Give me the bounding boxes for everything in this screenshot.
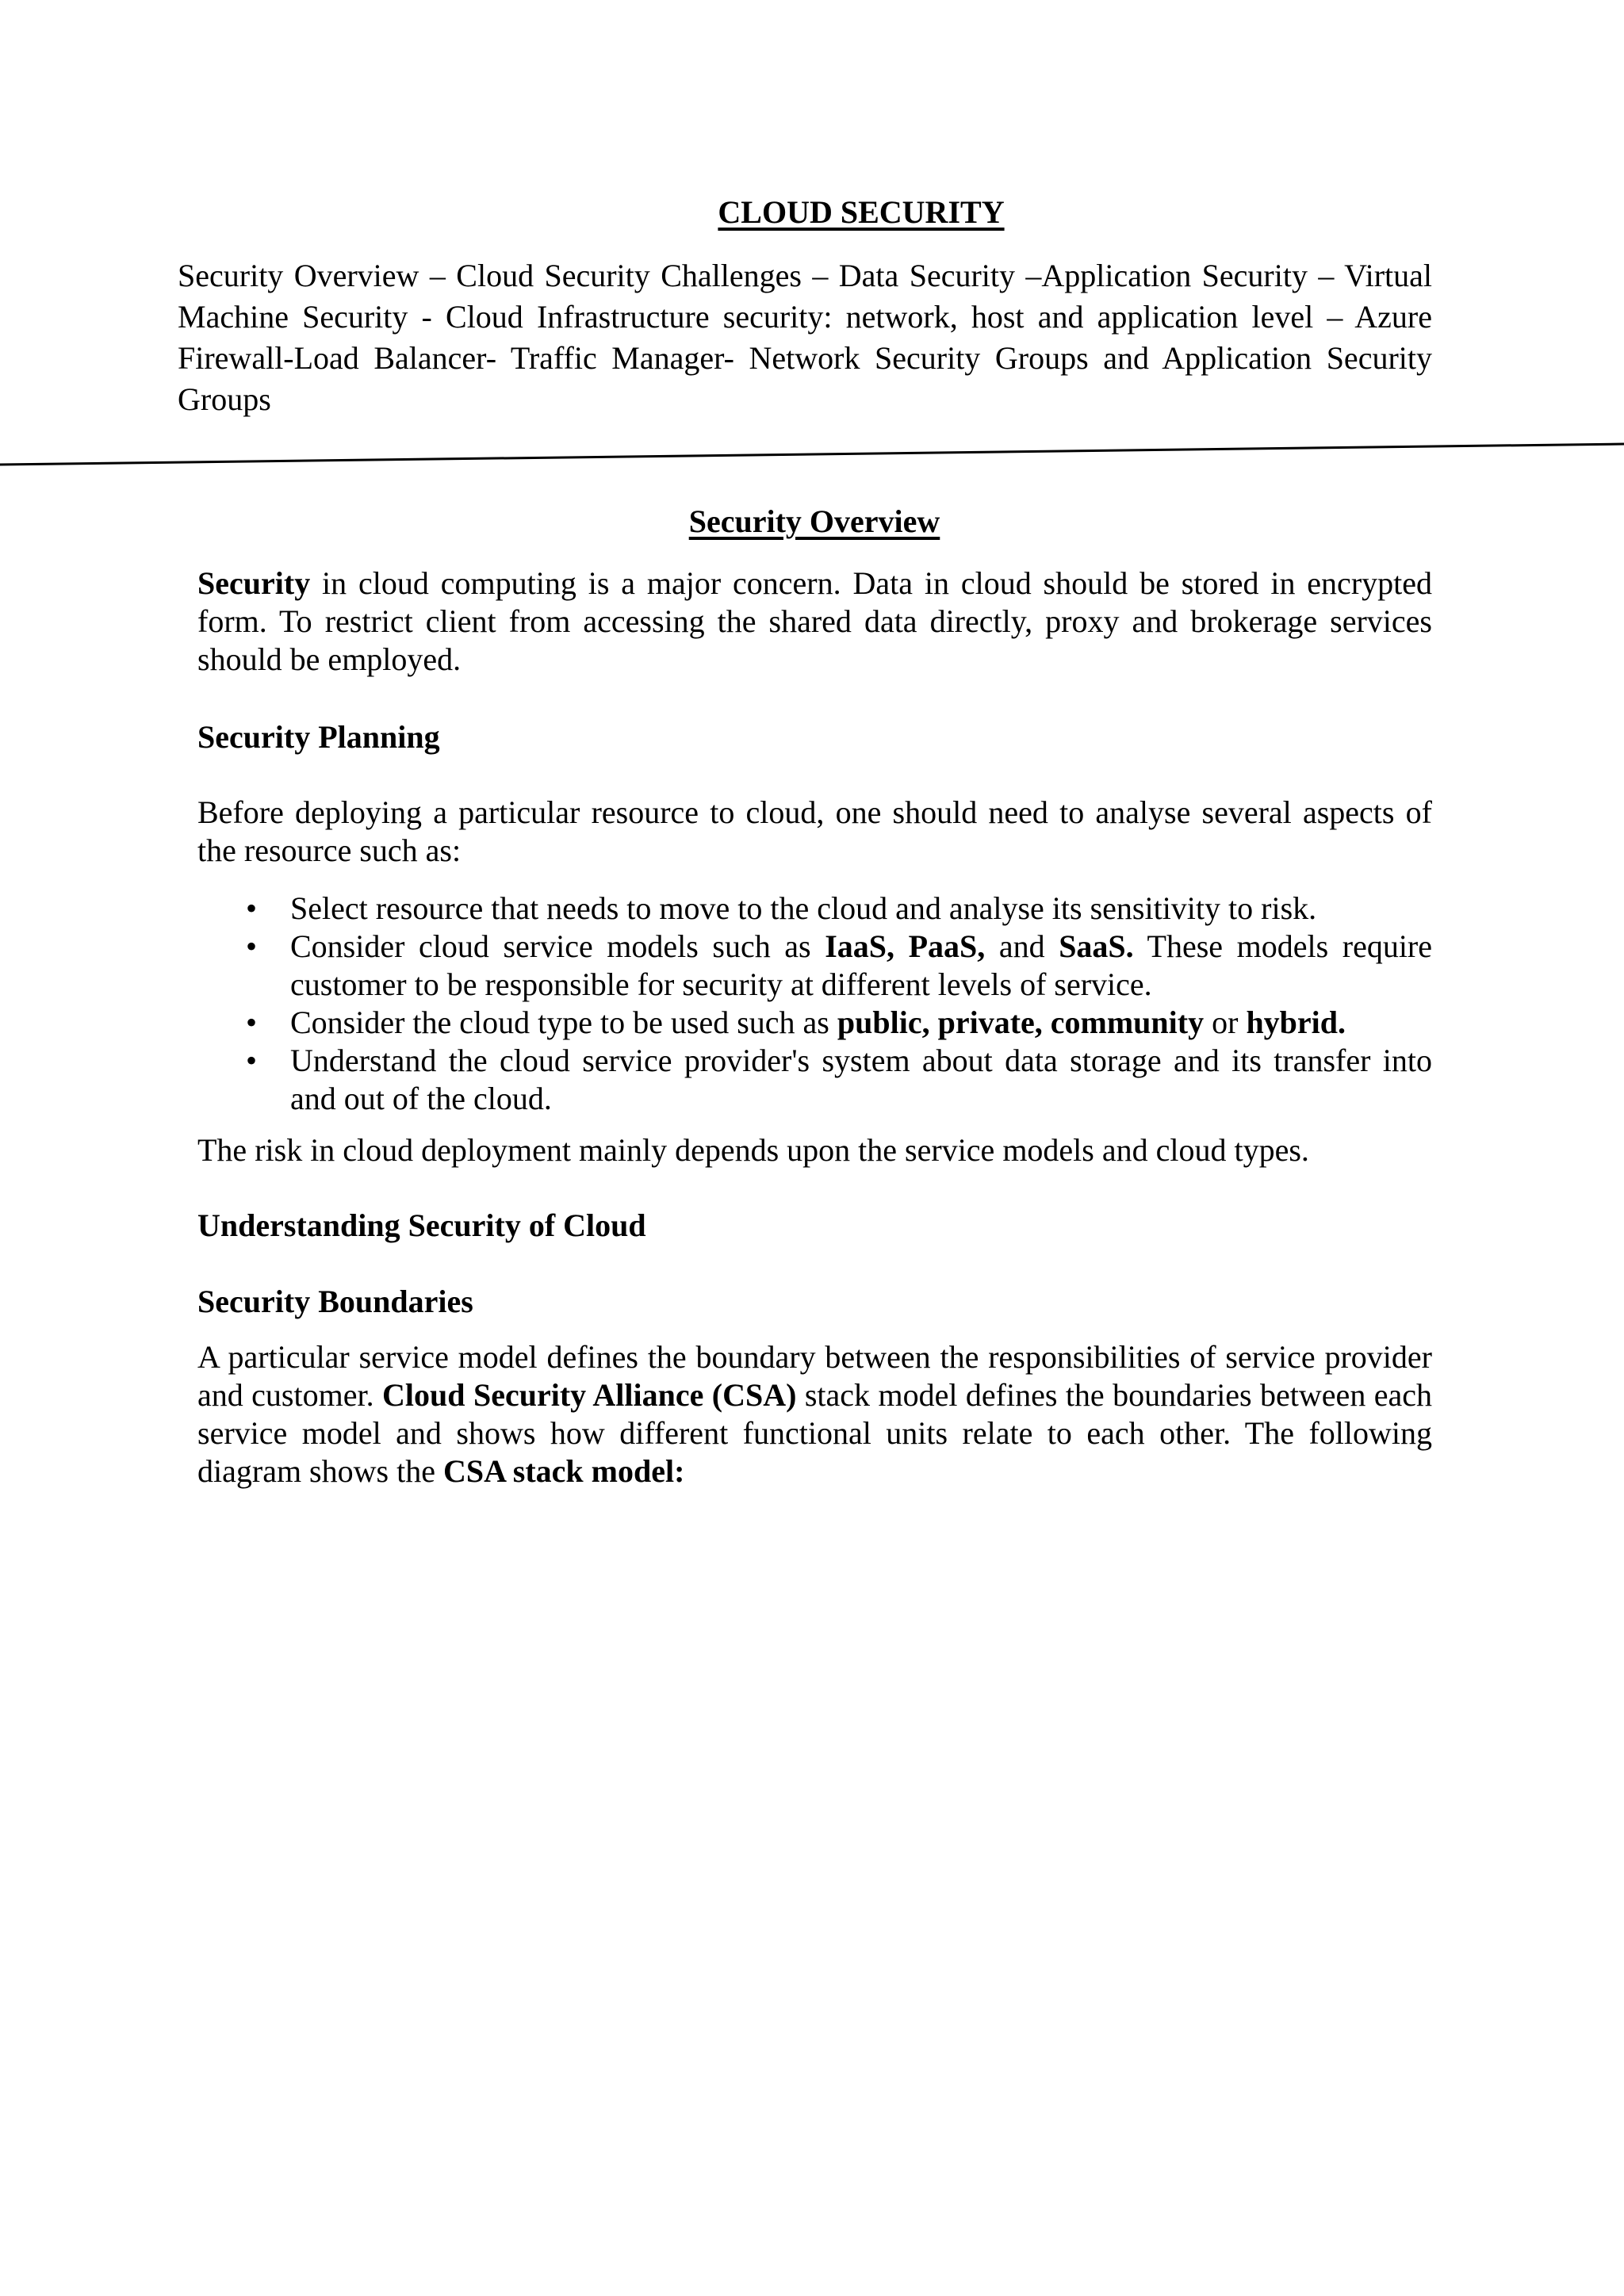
section-title-security-overview: Security Overview bbox=[688, 503, 940, 539]
bullet-text: Select resource that needs to move to the cloud and analyse its sensitivity to risk. bbox=[290, 890, 1317, 926]
boundaries-bold-term: CSA stack model: bbox=[442, 1453, 685, 1489]
bullet-text: Consider cloud service models such as bbox=[290, 928, 825, 964]
bullet-icon: • bbox=[245, 890, 257, 926]
boundaries-text: A particular service model defines the boundary between the responsibilities of service provider and customer. bbox=[197, 1339, 1432, 1413]
heading-understanding-security: Understanding Security of Cloud bbox=[197, 1207, 646, 1243]
bullet-text: Understand the cloud service provider's system about data storage and its transfer into and out of the cloud. bbox=[290, 1043, 1432, 1116]
bullet-text: These models require customer to be responsible for security at different levels of service. bbox=[290, 928, 1433, 1002]
bullet-text: and bbox=[985, 928, 1059, 964]
list-item bbox=[197, 1042, 1432, 1118]
bullet-bold-term: SaaS. bbox=[1059, 928, 1134, 964]
bullet-bold-term: hybrid. bbox=[1246, 1004, 1346, 1040]
bullet-icon: • bbox=[245, 928, 257, 964]
overview-bold-term: Security bbox=[197, 565, 311, 601]
overview-text: in cloud computing is a major concern. Data in cloud should be stored in encrypted form. To restrict client from accessing the shared data directly, proxy and brokerage services should be employed. bbox=[197, 565, 1432, 677]
bullet-bold-term: IaaS, PaaS, bbox=[825, 928, 986, 964]
bullet-icon: • bbox=[245, 1004, 257, 1040]
document-title: CLOUD SECURITY bbox=[718, 194, 1005, 230]
boundaries-paragraph bbox=[197, 1338, 1432, 1490]
heading-security-planning: Security Planning bbox=[197, 719, 440, 755]
bullet-text: Consider the cloud type to be used such as bbox=[290, 1004, 837, 1040]
planning-bullet-list bbox=[197, 890, 1432, 1118]
bullet-text: or bbox=[1204, 1004, 1247, 1040]
list-item bbox=[197, 1004, 1432, 1042]
heading-security-boundaries: Security Boundaries bbox=[197, 1284, 473, 1319]
list-item bbox=[197, 928, 1432, 1004]
syllabus-topics: Security Overview – Cloud Security Challenges – Data Security –Application Security – Virtual Machine Security - Cloud Infrastructure security: network, host and application level – Azure Firewall-Load Balancer- Traffic Manager- Network Security Groups and Application Security Groups bbox=[178, 258, 1432, 417]
boundaries-bold-term: Cloud Security Alliance (CSA) bbox=[382, 1377, 797, 1413]
horizontal-divider bbox=[0, 0, 1624, 476]
bullet-icon: • bbox=[245, 1043, 257, 1078]
list-item bbox=[197, 890, 1432, 928]
bullet-bold-term: public, private, community bbox=[837, 1004, 1205, 1040]
overview-paragraph bbox=[197, 564, 1432, 679]
planning-intro: Before deploying a particular resource to cloud, one should need to analyse several aspects of the resource such as: bbox=[197, 794, 1432, 868]
planning-conclusion: The risk in cloud deployment mainly depends upon the service models and cloud types. bbox=[197, 1132, 1309, 1168]
boundaries-text: stack model defines the boundaries between each service model and shows how different functional units relate to each other. The following diagram shows the bbox=[197, 1377, 1433, 1489]
